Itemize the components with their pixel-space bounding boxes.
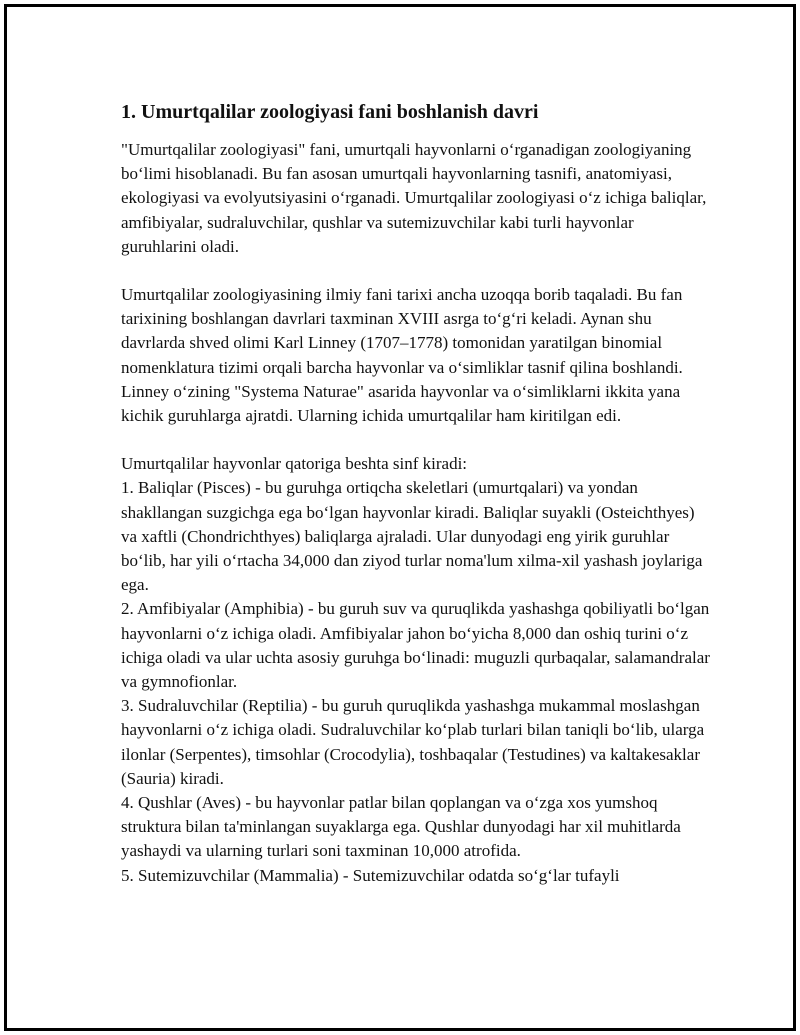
section-title: 1. Umurtqalilar zoologiyasi fani boshlanish davri [121, 101, 539, 123]
page-frame [4, 4, 796, 1031]
history-paragraph: Umurtqalilar zoologiyasining ilmiy fani tarixi ancha uzoqqa borib taqaladi. Bu fan tarixining boshlangan davrlari taxminan XVIII asrga to‘g‘ri keladi. Aynan shu davrlarda shved olimi Karl Linney (1707–1778) tomonidan yaratilgan binomial nomenklatura tizimi orqali barcha hayvonlar va o‘simliklar tasnif qilina boshlandi. Linney o‘zining "Systema Naturae" asarida hayvonlar va o‘simliklarni ikkita yana kichik guruhlarga ajratdi. Ularning ichida umurtqalilar ham kiritilgan edi. [121, 285, 683, 426]
list-item-pisces: 1. Baliqlar (Pisces) - bu guruhga ortiqcha skeletlari (umurtqalari) va yondan shakllangan suzgichga ega bo‘lgan hayvonlar kiradi. Baliqlar suyakli (Osteichthyes) va xaftli (Chondrichthyes) baliqlarga ajraladi. Ular dunyodagi eng yirik guruhlar bo‘lib, har yili o‘rtacha 34,000 dan ziyod turlar noma'lum xilma-xil yashash joylariga ega. [121, 478, 703, 595]
list-item-mammalia: 5. Sutemizuvchilar (Mammalia) - Sutemizuvchilar odatda so‘g‘lar tufayli [121, 865, 620, 885]
list-item-reptilia: 3. Sudraluvchilar (Reptilia) - bu guruh quruqlikda yashashga mukammal moslashgan hayvonlarni o‘z ichiga oladi. Sudraluvchilar ko‘plab turlari bilan taniqli bo‘lib, ularga ilonlar (Serpentes), timsohlar (Crocodylia), toshbaqalar (Testudines) va kaltakesaklar (Sauria) kiradi. [121, 696, 705, 788]
document-body [121, 99, 711, 888]
vertebrate-classes-list [121, 476, 711, 887]
classes-intro-paragraph: Umurtqalilar hayvonlar qatoriga beshta sinf kiradi: [121, 454, 468, 474]
intro-paragraph: "Umurtqalilar zoologiyasi" fani, umurtqali hayvonlarni o‘rganadigan zoologiyaning bo‘limi hisoblanadi. Bu fan asosan umurtqali hayvonlarning tasnifi, anatomiyasi, ekologiyasi va evolyutsiyasini o‘rganadi. Umurtqalilar zoologiyasi o‘z ichiga baliqlar, amfibiyalar, sudraluvchilar, qushlar va sutemizuvchilar kabi turli hayvonlar guruhlarini oladi. [121, 140, 707, 256]
list-item-amphibia: 2. Amfibiyalar (Amphibia) - bu guruh suv va quruqlikda yashashga qobiliyatli bo‘lgan hayvonlarni o‘z ichiga oladi. Amfibiyalar jahon bo‘yicha 8,000 dan oshiq turini o‘z ichiga oladi va ular uchta asosiy guruhga bo‘linadi: muguzli qurbaqalar, salamandralar va gymnofionlar. [121, 599, 710, 692]
list-item-aves: 4. Qushlar (Aves) - bu hayvonlar patlar bilan qoplangan va o‘zga xos yumshoq struktura bilan ta'minlangan suyaklarga ega. Qushlar dunyodagi har xil muhitlarda yashaydi va ularning turlari soni taxminan 10,000 atrofida. [121, 793, 681, 861]
